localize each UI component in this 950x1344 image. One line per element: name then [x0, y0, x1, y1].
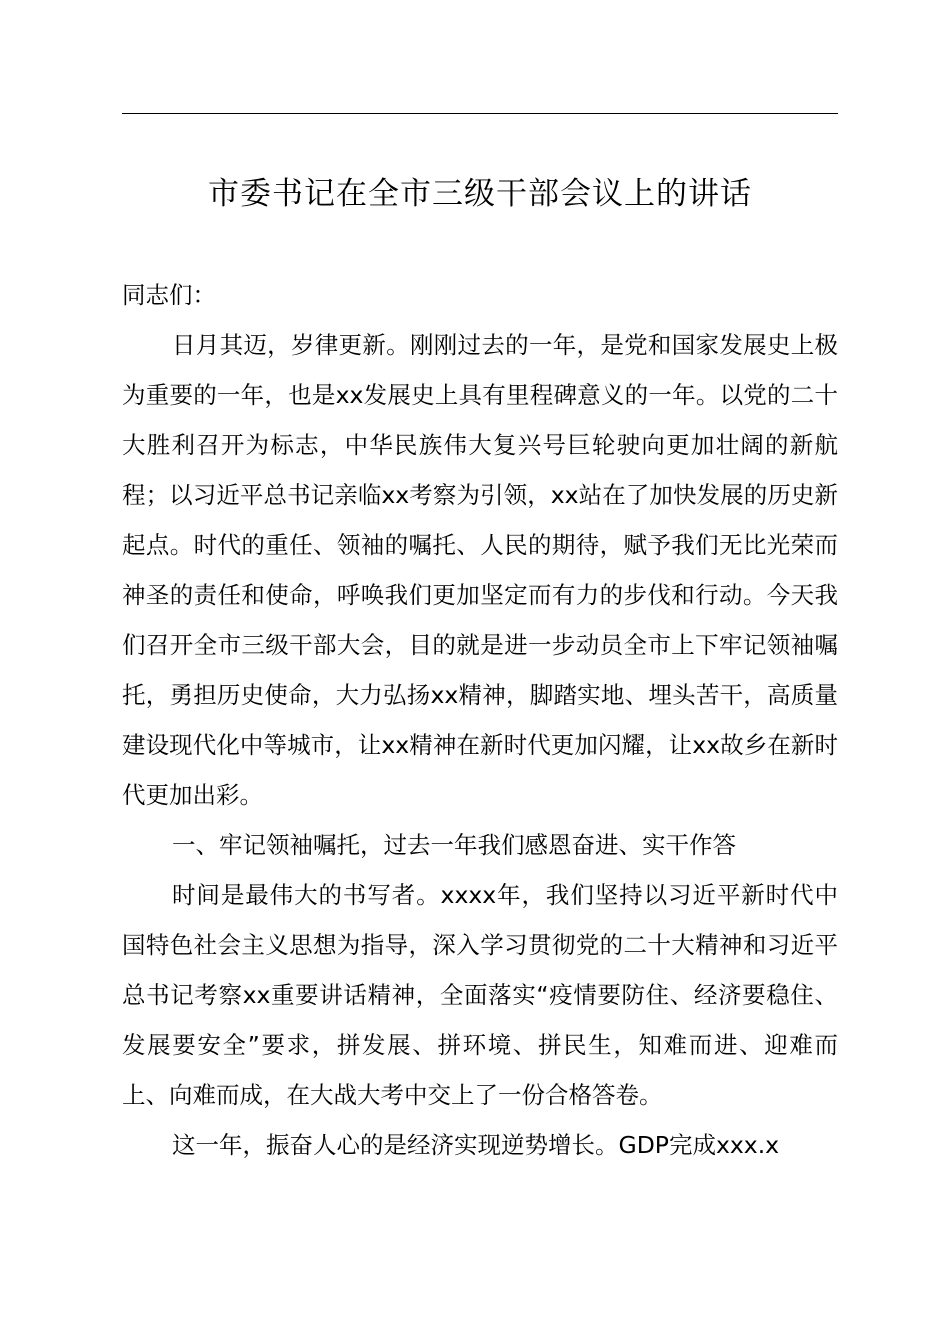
greeting: 同志们：: [122, 281, 216, 309]
paragraph-economy: 这一年，振奋人心的是经济实现逆势增长。GDP完成xxx.x: [172, 1131, 780, 1159]
document-body: [122, 270, 838, 1170]
paragraph-intro: 日月其迈，岁律更新。刚刚过去的一年，是党和国家发展史上极为重要的一年，也是xx发展史上具有里程碑意义的一年。以党的二十大胜利召开为标志，中华民族伟大复兴号巨轮驶向更加壮阔的新航程；以习近平总书记亲临xx考察为引领，xx站在了加快发展的历史新起点。时代的重任、领袖的嘱托、人民的期待，赋予我们无比光荣而神圣的责任和使命，呼唤我们更加坚定而有力的步伐和行动。今天我们召开全市三级干部大会，目的就是进一步动员全市上下牢记领袖嘱托，勇担历史使命，大力弘扬xx精神，脚踏实地、埋头苦干，高质量建设现代化中等城市，让xx精神在新时代更加闪耀，让xx故乡在新时代更加出彩。: [122, 331, 838, 809]
paragraph-review: 时间是最伟大的书写者。xxxx年，我们坚持以习近平新时代中国特色社会主义思想为指导，深入学习贯彻党的二十大精神和习近平总书记考察xx重要讲话精神，全面落实“疫情要防住、经济要稳住、发展要安全”要求，拼发展、拼环境、拼民生，知难而进、迎难而上、向难而成，在大战大考中交上了一份合格答卷。: [122, 881, 838, 1109]
document-title: 市委书记在全市三级干部会议上的讲话: [208, 176, 752, 212]
header-rule: [122, 113, 838, 114]
section-heading-1: 一、牢记领袖嘱托，过去一年我们感恩奋进、实干作答: [172, 831, 736, 859]
